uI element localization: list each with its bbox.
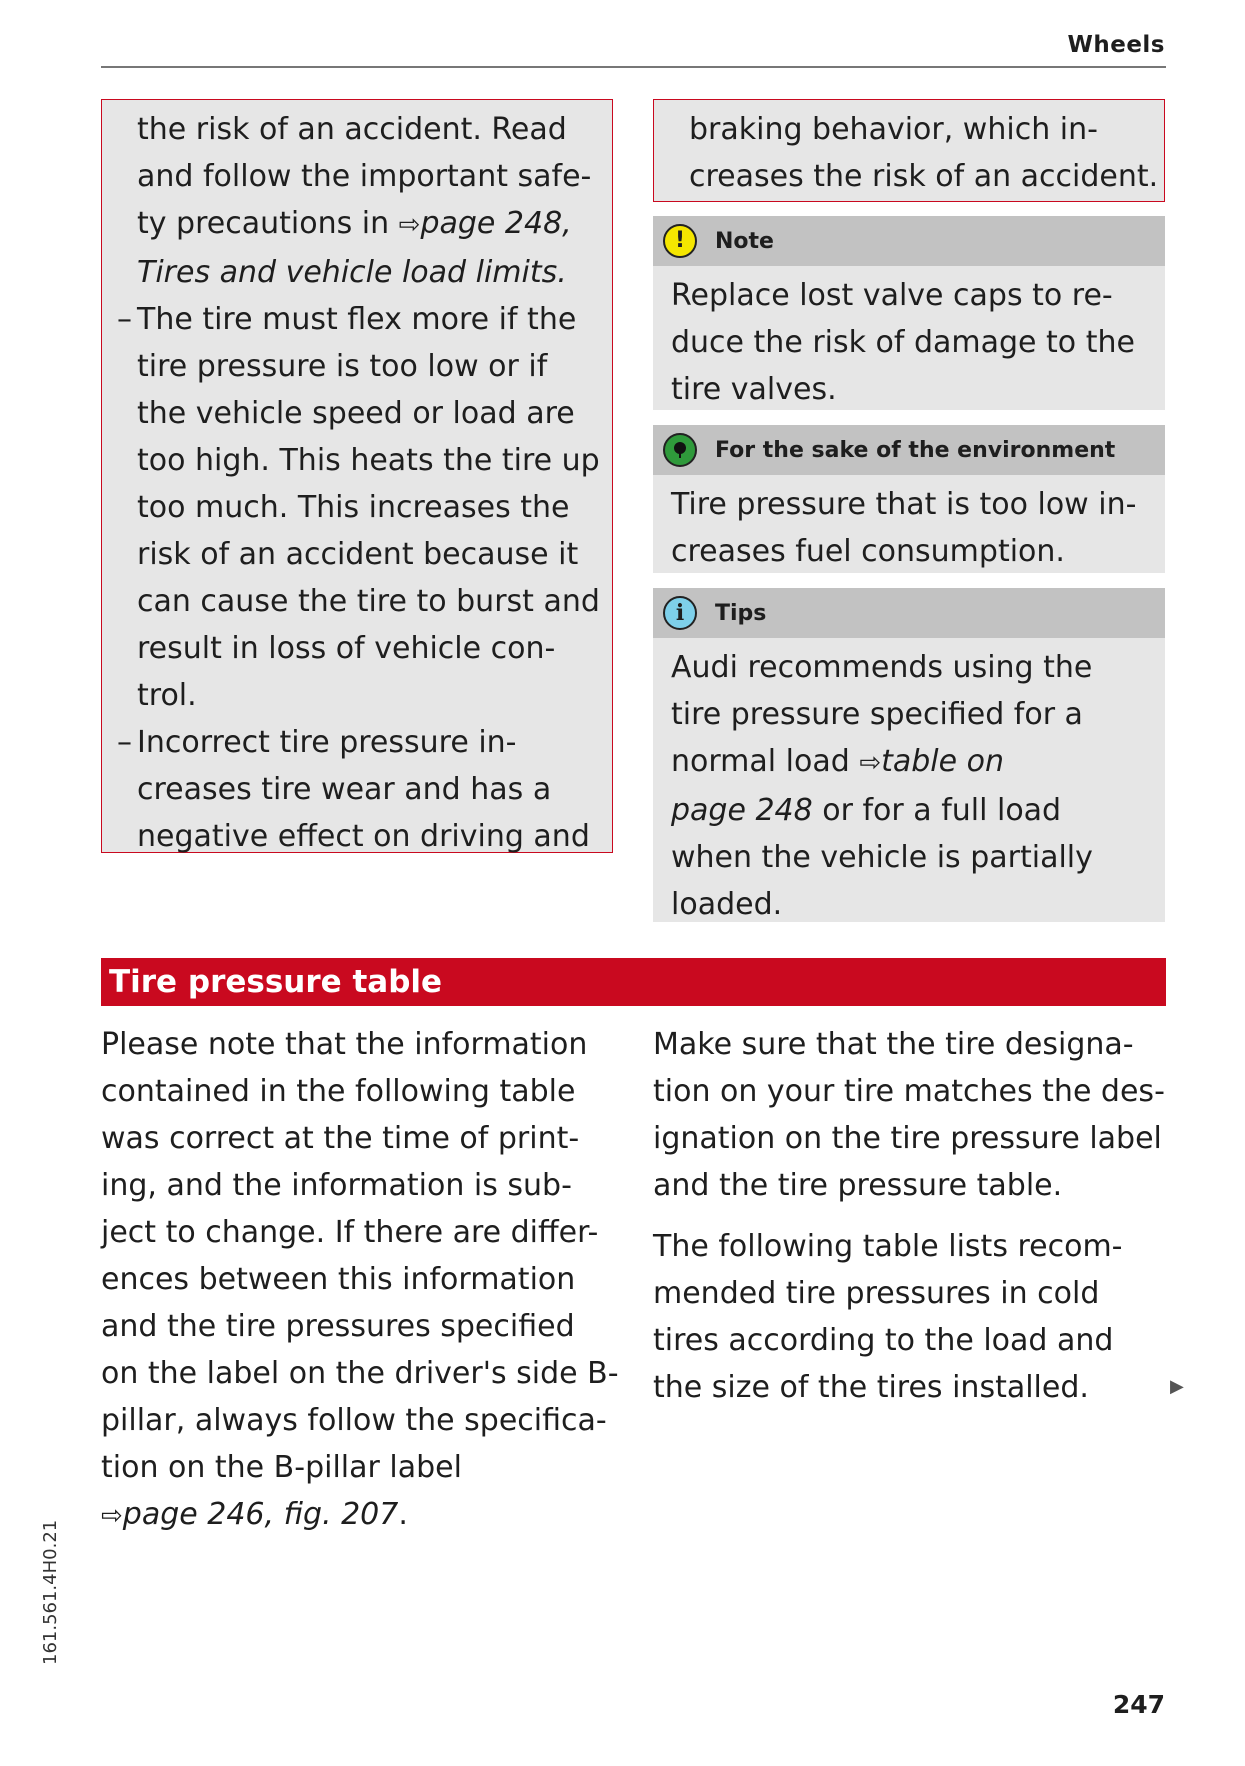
warning-text-line: the vehicle speed or load are bbox=[137, 396, 575, 431]
info-icon: i bbox=[663, 596, 697, 630]
arrow-right-icon: ⇨ bbox=[859, 748, 882, 778]
environment-label: For the sake of the environment bbox=[715, 437, 1116, 463]
arrow-right-icon: ⇨ bbox=[101, 1501, 123, 1531]
tips-text: normal load bbox=[671, 744, 860, 779]
environment-header bbox=[653, 425, 1165, 475]
note-label: Note bbox=[715, 228, 774, 254]
warning-box-right bbox=[653, 99, 1165, 202]
right-column-text bbox=[653, 1021, 1173, 1411]
exclamation-icon: ! bbox=[663, 224, 697, 258]
warning-text-line: too much. This increases the bbox=[137, 490, 570, 525]
environment-text-line: creases fuel consumption. bbox=[671, 534, 1065, 569]
tips-text-line: Audi recommends using the bbox=[671, 650, 1093, 685]
page-reference-link[interactable]: Tires and vehicle load limits. bbox=[137, 255, 567, 290]
header-divider bbox=[101, 66, 1166, 68]
paragraph-line: pillar, always follow the specifica- bbox=[101, 1403, 607, 1438]
paragraph-line: was correct at the time of print- bbox=[101, 1121, 580, 1156]
page-number: 247 bbox=[1112, 1690, 1165, 1719]
dash-bullet: – bbox=[117, 302, 132, 337]
warning-text-line: Incorrect tire pressure in- bbox=[137, 725, 517, 760]
tree-icon-shape bbox=[670, 440, 690, 460]
tree-icon bbox=[663, 433, 697, 467]
paragraph-line: ignation on the tire pressure label bbox=[653, 1121, 1162, 1156]
tips-text-line: loaded. bbox=[671, 887, 783, 922]
note-body bbox=[653, 266, 1165, 410]
paragraph-line: and the tire pressure table. bbox=[653, 1168, 1063, 1203]
warning-list-item bbox=[102, 296, 602, 719]
warning-text-line: creases tire wear and has a bbox=[137, 772, 552, 807]
warning-text: ty precautions in bbox=[137, 206, 399, 241]
paragraph-line: the size of the tires installed. bbox=[653, 1370, 1089, 1405]
tips-text-line bbox=[671, 738, 1147, 787]
paragraph-line bbox=[101, 1491, 621, 1540]
figure-reference-link[interactable]: page 246, fig. 207 bbox=[122, 1497, 399, 1532]
dash-bullet: – bbox=[117, 725, 132, 760]
paragraph-line: and the tire pressures specified bbox=[101, 1309, 575, 1344]
warning-text-line: creases the risk of an accident. bbox=[689, 159, 1159, 194]
note-text-line: Replace lost valve caps to re- bbox=[671, 278, 1113, 313]
warning-text-line: too high. This heats the tire up bbox=[137, 443, 600, 478]
paragraph-line: ences between this information bbox=[101, 1262, 576, 1297]
tips-text-line: when the vehicle is partially bbox=[671, 840, 1093, 875]
tips-text: or for a full load bbox=[812, 793, 1062, 828]
arrow-right-icon: ⇨ bbox=[398, 210, 421, 240]
warning-box-left bbox=[101, 99, 613, 853]
chapter-title: Wheels bbox=[1067, 32, 1165, 58]
paragraph-line: ing, and the information is sub- bbox=[101, 1168, 572, 1203]
note-text-line: duce the risk of damage to the bbox=[671, 325, 1135, 360]
page-reference-link[interactable]: page 248, bbox=[420, 206, 572, 241]
paragraph-line: on the label on the driver's side B- bbox=[101, 1356, 619, 1391]
note-header bbox=[653, 216, 1165, 266]
page-reference-link[interactable]: page 248 bbox=[671, 793, 813, 828]
document-code: 161.561.4H0.21 bbox=[40, 1519, 61, 1665]
warning-text-line: the risk of an accident. Read bbox=[137, 112, 567, 147]
warning-text-line: result in loss of vehicle con- bbox=[137, 631, 556, 666]
paragraph-line: contained in the following table bbox=[101, 1074, 576, 1109]
table-reference-link[interactable]: table on bbox=[881, 744, 1004, 779]
paragraph-spacer bbox=[653, 1209, 1173, 1223]
warning-text-line: tire pressure is too low or if bbox=[137, 349, 548, 384]
paragraph-line: Please note that the information bbox=[101, 1027, 588, 1062]
paragraph-line: The following table lists recom- bbox=[653, 1229, 1123, 1264]
paragraph-line: tires according to the load and bbox=[653, 1323, 1114, 1358]
warning-text-line: and follow the important safe- bbox=[137, 159, 592, 194]
paragraph-line: Make sure that the tire designa- bbox=[653, 1027, 1134, 1062]
environment-text-line: Tire pressure that is too low in- bbox=[671, 487, 1137, 522]
note-box bbox=[653, 216, 1165, 410]
paragraph-line: ject to change. If there are differ- bbox=[101, 1215, 599, 1250]
tips-header bbox=[653, 588, 1165, 638]
warning-list-item bbox=[102, 719, 602, 860]
continue-arrow-icon: ▶ bbox=[1170, 1376, 1184, 1397]
warning-text-line bbox=[102, 249, 602, 296]
paragraph-line: tion on the B-pillar label bbox=[101, 1450, 462, 1485]
tips-body bbox=[653, 638, 1165, 922]
warning-text-line: negative effect on driving and bbox=[137, 819, 590, 854]
warning-text-line: can cause the tire to burst and bbox=[137, 584, 600, 619]
warning-text-line: trol. bbox=[137, 678, 197, 713]
paragraph-text: . bbox=[398, 1497, 408, 1532]
warning-text-line: risk of an accident because it bbox=[137, 537, 579, 572]
paragraph-line: tion on your tire matches the des- bbox=[653, 1074, 1165, 1109]
note-text-line: tire valves. bbox=[671, 372, 837, 407]
tips-text-line: tire pressure specified for a bbox=[671, 697, 1083, 732]
warning-text-line bbox=[102, 200, 602, 249]
left-column-text bbox=[101, 1021, 621, 1540]
tips-label: Tips bbox=[715, 600, 767, 626]
warning-text-line: The tire must flex more if the bbox=[137, 302, 577, 337]
environment-body bbox=[653, 475, 1165, 573]
tips-box bbox=[653, 588, 1165, 922]
paragraph-line: mended tire pressures in cold bbox=[653, 1276, 1100, 1311]
warning-text-line: braking behavior, which in- bbox=[689, 112, 1098, 147]
tips-text-line bbox=[671, 787, 1147, 834]
environment-box bbox=[653, 425, 1165, 573]
section-title: Tire pressure table bbox=[101, 958, 1166, 1006]
